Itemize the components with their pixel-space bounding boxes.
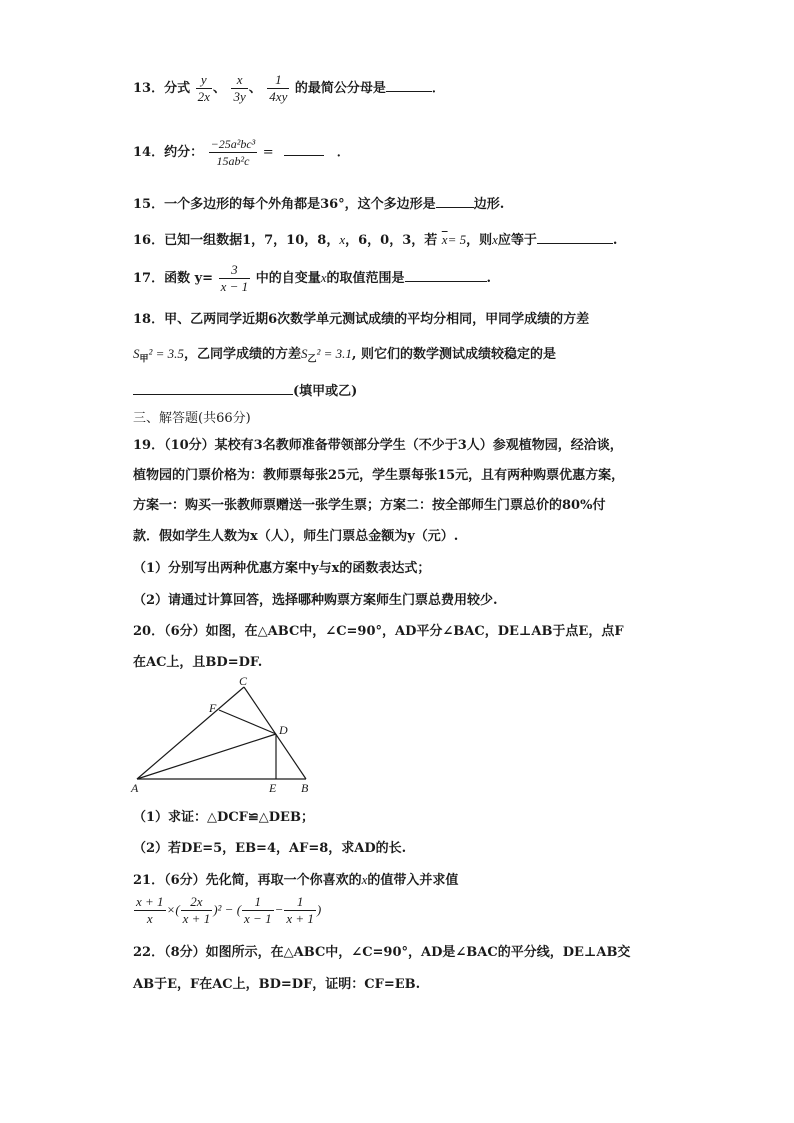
question-20-line2: 在AC上，且BD=DF. — [133, 655, 263, 670]
label-d: D — [279, 723, 288, 737]
fraction: $\frac{3}{x - 1}$ — [220, 262, 249, 294]
fraction: $\frac{x + 1}{x}$ — [136, 894, 164, 926]
fraction: $\frac{y}{2x}$ — [197, 72, 210, 104]
segment-ac — [137, 687, 244, 779]
label-a: A — [131, 781, 139, 795]
question-13: 13．分式 $\frac{y}{2x}$ 、 $\frac{x}{3y}$ 、 $\frac{1}{4xy}$ 的最简公分母是 ． — [133, 72, 445, 104]
segment-ad — [137, 734, 276, 779]
question-16: 16．已知一组数据1，7，10，8，x，6，0，3，若 $\overline{x}= 5$，则x应等于 . — [133, 232, 618, 248]
question-21-line1: 21．（6分）先化简，再取一个你喜欢的x的值带入并求值 — [133, 872, 459, 888]
label-f: F — [209, 701, 217, 715]
question-17: 17．函数 y= $\frac{3}{x - 1}$ 中的自变量x的取值范围是 . — [133, 262, 492, 294]
fraction: $\frac{\text{−25a²bc³}}{\text{15ab²c}}$ — [210, 137, 256, 168]
answer-blank[interactable] — [133, 394, 293, 395]
question-20-sub2: （2）若DE=5，EB=4，AF=8，求AD的长. — [133, 841, 407, 856]
fraction: $\frac{2x}{x + 1}$ — [182, 894, 211, 926]
answer-blank[interactable] — [436, 207, 474, 208]
fraction: $\frac{x}{3y}$ — [233, 72, 246, 104]
answer-blank[interactable] — [537, 243, 613, 244]
question-19-sub1: （1）分别写出两种优惠方案中y与x的函数表达式； — [133, 561, 431, 576]
answer-blank[interactable] — [386, 91, 432, 92]
question-18-line3: (填甲或乙) — [133, 380, 357, 399]
label-b: B — [301, 781, 309, 795]
question-19-line2: 植物园的门票价格为：教师票每张25元，学生票每张15元，且有两种购票优惠方案， — [133, 468, 625, 483]
question-19-sub2: （2）请通过计算回答，选择哪种购票方案师生门票总费用较少. — [133, 593, 498, 608]
triangle-figure — [125, 674, 325, 798]
question-22-line2: AB于E，F在AC上，BD=DF，证明：CF=EB. — [133, 977, 421, 992]
question-15: 15．一个多边形的每个外角都是36°，这个多边形是 边形. — [133, 197, 505, 212]
fraction: $\frac{1}{4xy}$ — [269, 72, 288, 104]
label-c: C — [239, 674, 248, 688]
question-18-line1: 18．甲、乙两同学近期6次数学单元测试成绩的平均分相同，甲同学成绩的方差 — [133, 312, 590, 327]
label-e: E — [269, 781, 277, 795]
question-20-sub1: （1）求证：△DCF≌△DEB； — [133, 810, 314, 825]
question-18-line2: $S_甲^2 = 3.5$，乙同学成绩的方差$S_乙^2 = 3.1$, 则它们的数学测试成绩较稳定的是 — [133, 346, 556, 365]
fraction: $\frac{1}{x - 1}$ — [244, 894, 272, 926]
answer-blank[interactable] — [405, 281, 487, 282]
question-21-expression: $\frac{x + 1}{x}$ ×( $\frac{2x}{x + 1}$ )² − ( $\frac{1}{x - 1}$ − $\frac{1}{x + 1}$ ) — [136, 894, 322, 926]
question-19-line4: 款．假如学生人数为x（人），师生门票总金额为y（元）. — [133, 529, 459, 544]
question-20-line1: 20．（6分）如图，在△ABC中，∠C=90°，AD平分∠BAC，DE⊥AB于点E，点F — [133, 624, 624, 639]
question-22-line1: 22．（8分）如图所示，在△ABC中，∠C=90°，AD是∠BAC的平分线，DE⊥AB交 — [133, 945, 631, 960]
question-19-line3: 方案一：购买一张教师票赠送一张学生票；方案二：按全部师生门票总价的80%付 — [133, 498, 606, 513]
answer-blank[interactable] — [284, 155, 324, 156]
question-19-line1: 19．（10分）某校有3名教师准备带领部分学生（不少于3人）参观植物园，经洽谈， — [133, 438, 623, 453]
section-heading: 三、解答题(共66分) — [133, 411, 251, 426]
fraction: $\frac{1}{x + 1}$ — [286, 894, 314, 926]
question-14: 14．约分： $\frac{\text{−25a²bc³}}{\text{15ab²c}}$ = ． — [133, 137, 350, 168]
